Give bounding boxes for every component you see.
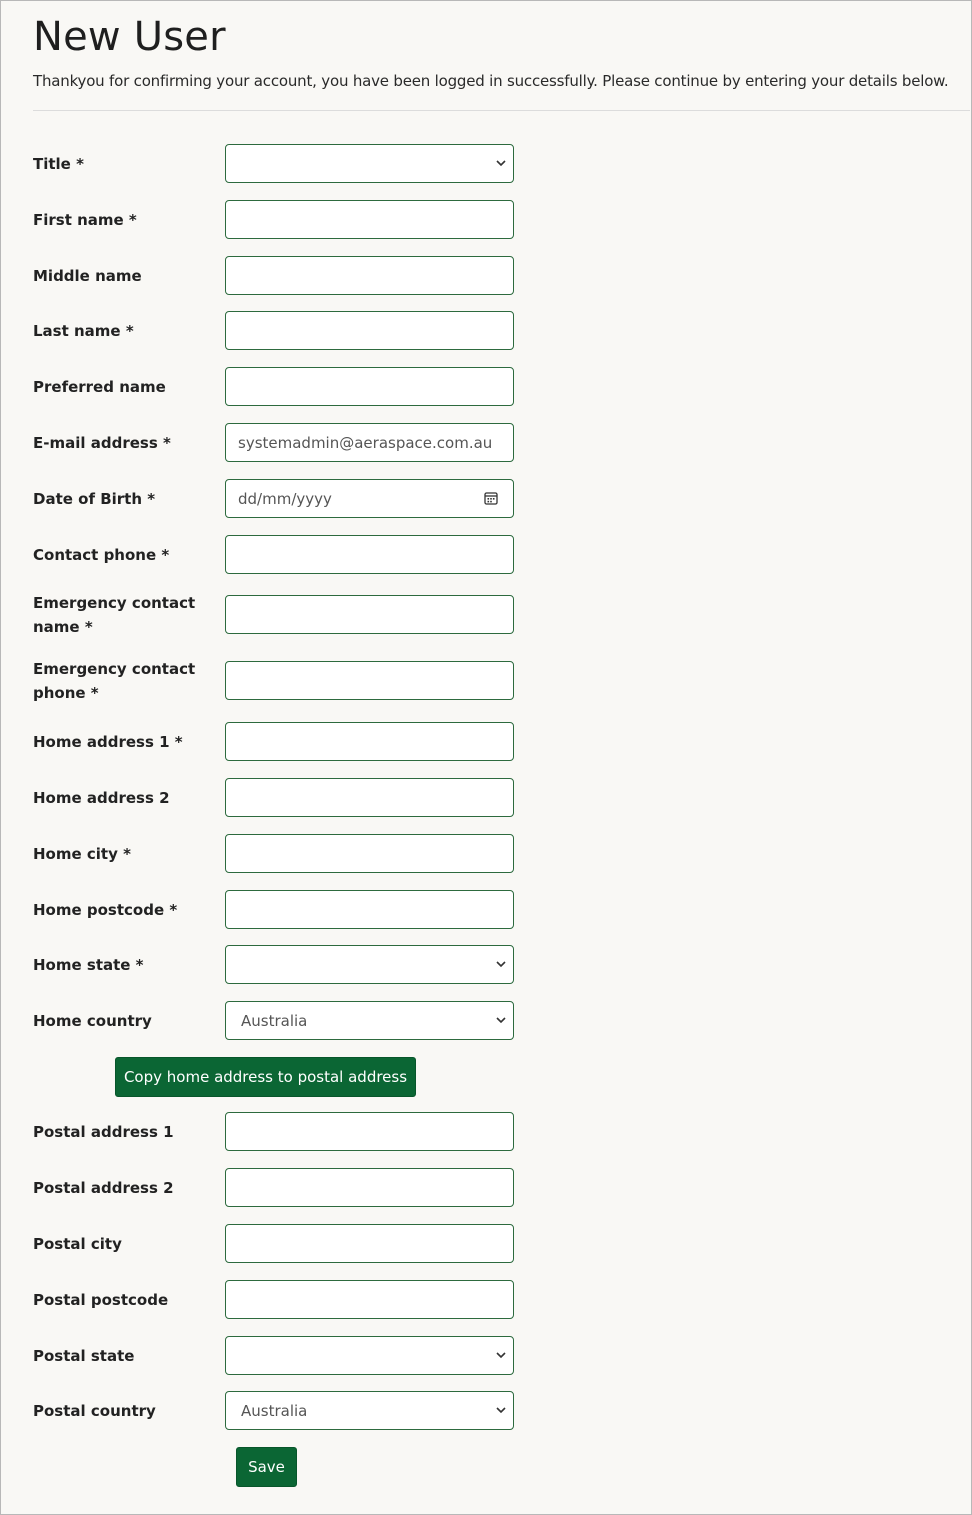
form-row-home-postcode — [33, 890, 523, 930]
page-title: New User — [33, 14, 226, 60]
email-input[interactable] — [225, 423, 514, 462]
form-row-home-address-1 — [33, 722, 523, 762]
form-row-emergency-name — [33, 595, 523, 635]
form-row-postal-address-2 — [33, 1168, 523, 1208]
postal-address-2-input[interactable] — [225, 1168, 514, 1207]
form-row-postal-country — [33, 1391, 523, 1431]
title-select[interactable] — [225, 144, 514, 183]
home-address-1-input[interactable] — [225, 722, 514, 761]
form-row-home-country — [33, 1001, 523, 1041]
dob-placeholder: dd/mm/yyyy — [238, 489, 332, 508]
form-row-preferred-name — [33, 367, 523, 407]
form-row-home-city — [33, 834, 523, 874]
copy-address-button[interactable]: Copy home address to postal address — [115, 1057, 416, 1097]
chevron-down-icon — [495, 1404, 507, 1416]
postal-country-label: Postal country — [33, 1402, 156, 1420]
home-postcode-input[interactable] — [225, 890, 514, 929]
emergency-name-input[interactable] — [225, 595, 514, 634]
home-address-2-label: Home address 2 — [33, 789, 170, 807]
postal-postcode-input[interactable] — [225, 1280, 514, 1319]
first-name-input[interactable] — [225, 200, 514, 239]
intro-text: Thankyou for confirming your account, you have been logged in successfully. Please continue by entering your details below. — [33, 72, 949, 90]
emergency-phone-input[interactable] — [225, 661, 514, 700]
contact-phone-label: Contact phone * — [33, 546, 170, 564]
home-state-select[interactable] — [225, 945, 514, 984]
form-row-postal-state — [33, 1336, 523, 1376]
postal-country-select[interactable] — [225, 1391, 514, 1430]
email-label: E-mail address * — [33, 434, 171, 452]
calendar-icon[interactable] — [484, 491, 498, 505]
home-state-label: Home state * — [33, 956, 144, 974]
header-divider — [33, 110, 970, 111]
form-row-contact-phone — [33, 535, 523, 575]
email-value: systemadmin@aeraspace.com.au — [238, 433, 493, 452]
form-row-dob — [33, 479, 523, 519]
home-country-label: Home country — [33, 1012, 152, 1030]
postal-country-value: Australia — [241, 1401, 308, 1420]
emergency-name-label: Emergency contact name * — [33, 594, 196, 636]
form-row-emergency-phone — [33, 661, 523, 701]
postal-address-1-label: Postal address 1 — [33, 1123, 174, 1141]
postal-address-1-input[interactable] — [225, 1112, 514, 1151]
dob-label: Date of Birth * — [33, 490, 156, 508]
form-row-last-name — [33, 311, 523, 351]
preferred-name-input[interactable] — [225, 367, 514, 406]
home-address-1-label: Home address 1 * — [33, 733, 183, 751]
form-row-title — [33, 144, 523, 184]
title-label: Title * — [33, 155, 84, 173]
postal-city-label: Postal city — [33, 1235, 122, 1253]
form-row-postal-city — [33, 1224, 523, 1264]
home-city-label: Home city * — [33, 845, 131, 863]
form-row-first-name — [33, 200, 523, 240]
save-button[interactable]: Save — [236, 1447, 297, 1487]
home-country-value: Australia — [241, 1011, 308, 1030]
middle-name-input[interactable] — [225, 256, 514, 295]
postal-address-2-label: Postal address 2 — [33, 1179, 174, 1197]
contact-phone-input[interactable] — [225, 535, 514, 574]
chevron-down-icon — [495, 1349, 507, 1361]
chevron-down-icon — [495, 1014, 507, 1026]
postal-state-label: Postal state — [33, 1347, 135, 1365]
form-row-home-address-2 — [33, 778, 523, 818]
form-row-middle-name — [33, 256, 523, 296]
postal-state-select[interactable] — [225, 1336, 514, 1375]
home-country-select[interactable] — [225, 1001, 514, 1040]
form-row-home-state — [33, 945, 523, 985]
middle-name-label: Middle name — [33, 267, 142, 285]
chevron-down-icon — [495, 958, 507, 970]
form-row-postal-address-1 — [33, 1112, 523, 1152]
chevron-down-icon — [495, 157, 507, 169]
postal-city-input[interactable] — [225, 1224, 514, 1263]
last-name-label: Last name * — [33, 322, 134, 340]
dob-input[interactable] — [225, 479, 514, 518]
form-row-email — [33, 423, 523, 463]
preferred-name-label: Preferred name — [33, 378, 166, 396]
home-address-2-input[interactable] — [225, 778, 514, 817]
home-postcode-label: Home postcode * — [33, 901, 178, 919]
form-row-postal-postcode — [33, 1280, 523, 1320]
first-name-label: First name * — [33, 211, 137, 229]
postal-postcode-label: Postal postcode — [33, 1291, 169, 1309]
home-city-input[interactable] — [225, 834, 514, 873]
last-name-input[interactable] — [225, 311, 514, 350]
emergency-phone-label: Emergency contact phone * — [33, 660, 196, 702]
